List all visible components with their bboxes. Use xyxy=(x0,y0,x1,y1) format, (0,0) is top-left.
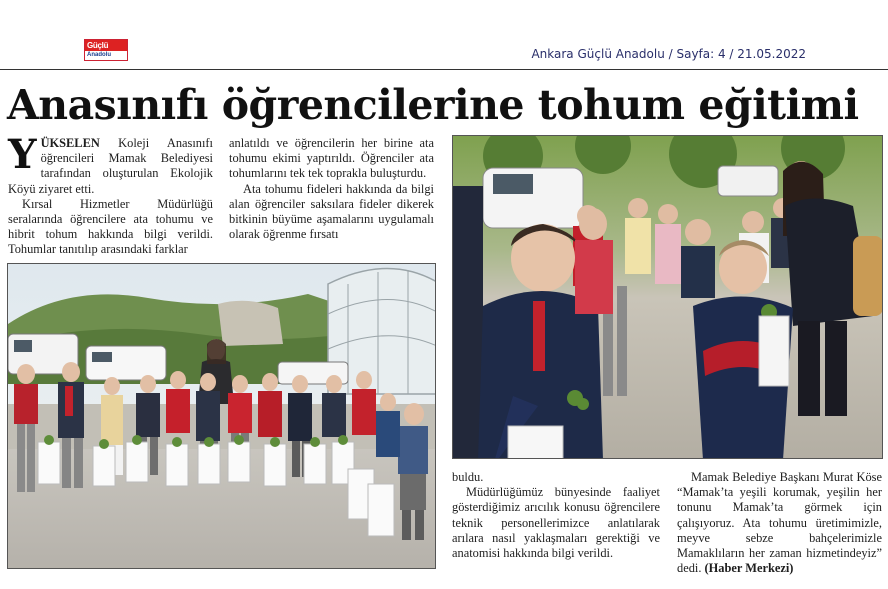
quote-text: Mamak Belediye Başkanı Murat Köse “Mamak’ta yeşili korumak, yeşilin her tonunu Mamak’ta görmek için çalışıyoruz. Ata tohumu üretimimizle, meyve sebze bahçelerimizle Mamaklıların her zaman hizmetindeyiz” dedi. xyxy=(677,470,882,576)
byline: (Haber Merkezi) xyxy=(704,561,794,576)
photo-students-greenhouse-image xyxy=(8,264,436,569)
logo-text: Güçlü xyxy=(87,41,109,50)
article-column-2 xyxy=(229,136,434,242)
article-paragraph: anlatıldı ve öğrencilerin her birine ata tohumu ekimi yaptırıldı. Öğrenciler ata tohumlarını tek tek toprakla buluşturdu. xyxy=(229,136,434,181)
photo-students-planting-image xyxy=(453,136,883,459)
newspaper-logo xyxy=(84,39,128,61)
logo-subtext: Anadolu xyxy=(87,52,111,58)
article-paragraph: Ata tohumu fideleri hakkında da bilgi alan öğrenciler saksılara fideler dikerek bitkinin büyüme aşamalarını uygulamalı olarak öğrenme fırsatı xyxy=(229,181,434,242)
headline: Anasınıfı öğrencilerine tohum eğitimi xyxy=(7,81,859,129)
article-column-1 xyxy=(8,131,213,258)
article-paragraph xyxy=(677,470,882,576)
lead-paragraph-text: Koleji Anasınıfı öğrencileri Mamak Belediyesi tarafından oluşturulan Ekolojik Köyü ziyaret etti. xyxy=(8,136,213,196)
photo-students-greenhouse xyxy=(7,263,436,569)
lead-word: ÜKSELEN xyxy=(40,136,100,150)
article-lead-paragraph xyxy=(8,131,213,197)
article-column-3 xyxy=(452,470,660,561)
article-paragraph: Kırsal Hizmetler Müdürlüğü seralarında öğrencilere ata tohumu ve hibrit tohum hakkında bilgi verildi. Tohumlar tanıtılıp arasındaki farklar xyxy=(8,196,213,257)
drop-cap: Y xyxy=(8,131,37,178)
publication-info: Ankara Güçlü Anadolu / Sayfa: 4 / 21.05.2022 xyxy=(531,47,806,61)
article-column-4 xyxy=(677,470,882,576)
article-paragraph: Müdürlüğümüz bünyesinde faaliyet gösterdiğimiz arıcılık konusu öğrencilere teknik personellerimizce anlatılarak arılara nasıl yaklaşmaları gerektiği ve anatomisi hakkında bilgi verildi. xyxy=(452,485,660,561)
photo-students-planting xyxy=(452,135,883,459)
header-rule xyxy=(0,69,888,70)
article-paragraph: buldu. xyxy=(452,470,484,484)
